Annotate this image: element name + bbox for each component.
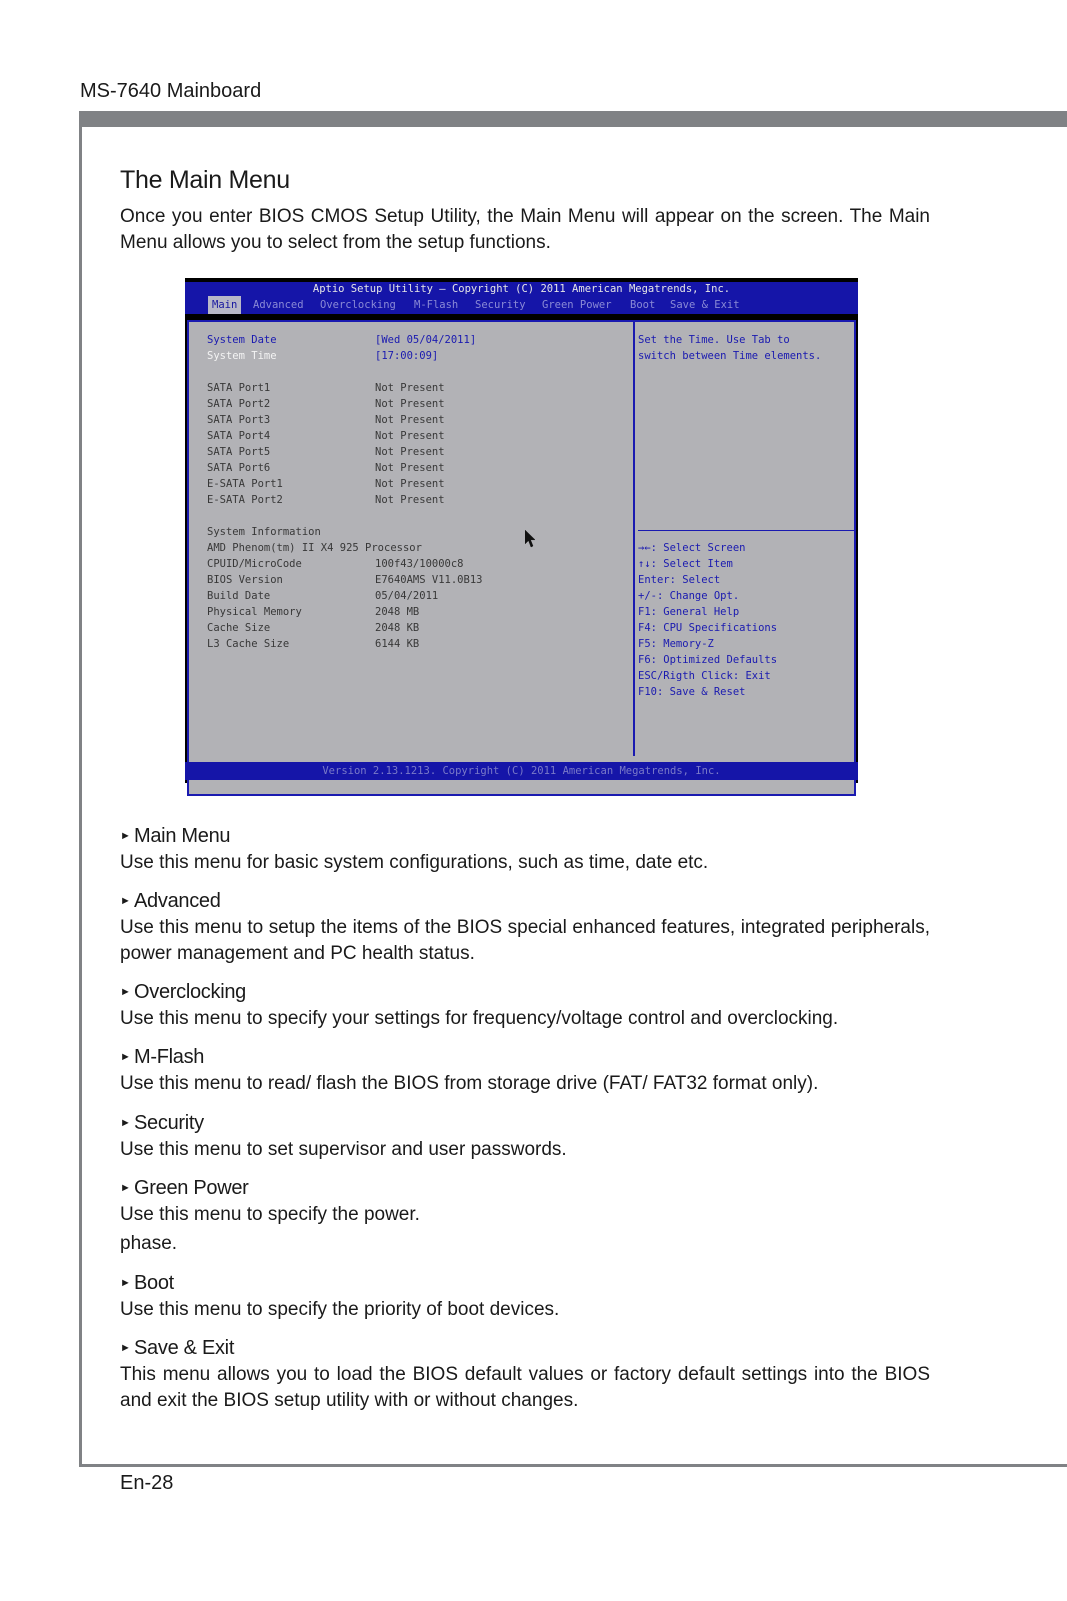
right-triangle-icon: ► [120,830,131,842]
section-title: The Main Menu [120,166,290,194]
right-triangle-icon: ► [120,1277,131,1289]
bios-tab-bar [185,296,858,314]
bios-key-f1: F1: General Help [638,606,740,618]
menu-item-save-exit [120,1334,930,1414]
mouse-pointer-icon [525,530,537,548]
menu-item-mflash [120,1043,930,1097]
right-triangle-icon: ► [120,1182,131,1194]
menu-description: This menu allows you to load the BIOS default values or factory default settings into the BIOS and exit the BIOS setup utility with or without changes. [120,1364,930,1411]
menu-description: Use this menu to specify the priority of boot devices. [120,1299,560,1320]
menu-description: Use this menu to setup the items of the BIOS special enhanced features, integrated peripherals, power management and PC health status. [120,917,930,964]
menu-item-advanced [120,887,930,967]
bios-key-f6: F6: Optimized Defaults [638,654,778,666]
bios-key-select-screen: →←: Select Screen [638,542,746,554]
bios-main-panel: System Date [Wed 05/04/2011] System Time [17:00:09] SATA Port1 Not Present SATA Port2 Not Present SATA Port3 Not Present SATA Port4 Not Present SATA Port5 Not Present SATA Port6 Not Present E-SATA Port1 Not Present E-SATA Port2 Not Present System Information AMD Phenom(tm) II X4 925 Processor CPUID/MicroCode 100f43/10000c8 BIOS Version E7640AMS V11.0B13 Build Date 05/04/2011 Physical Memory 2048 MB Cache Size 2048 KB L3 Cache Size 6144 KB Set the Time. Use Tab to switch between Time elements. →←: Select Screen ↑↓: Select Item Enter: Select +/-: Change Opt. F1: General Help F4: CPU Specifications F5: Memory-Z F6: Optimized Defaults ESC/Rigth Click: Exit F10: Save & Reset [187,320,856,796]
bios-key-change-opt: +/-: Change Opt. [638,590,740,602]
menu-title: M-Flash [134,1046,205,1068]
manual-header: MS-7640 Mainboard [80,80,262,102]
right-triangle-icon: ► [120,1117,131,1129]
menu-item-security [120,1109,930,1163]
bottom-rule [79,1464,1067,1467]
page-number: En-28 [120,1472,174,1494]
intro-paragraph: Once you enter BIOS CMOS Setup Utility, the Main Menu will appear on the screen. The Main Menu allows you to select from the setup functions. [120,206,930,253]
bios-screenshot [185,278,858,783]
menu-title: Boot [134,1272,174,1294]
right-triangle-icon: ► [120,1051,131,1063]
bios-key-select-item: ↑↓: Select Item [638,558,733,570]
menu-description: Use this menu to read/ flash the BIOS from storage drive (FAT/ FAT32 format only). [120,1073,819,1094]
bios-tab-security[interactable]: Security [475,299,526,311]
bios-help-line-1: Set the Time. Use Tab to [638,334,790,346]
menu-item-main [120,822,930,876]
bios-tab-main[interactable]: Main [208,296,241,314]
left-rule [79,111,82,1467]
bios-tab-save-exit[interactable]: Save & Exit [670,299,740,311]
bios-key-f4: F4: CPU Specifications [638,622,778,634]
menu-item-green-power [120,1174,930,1257]
menu-title: Advanced [134,890,221,912]
bios-title-bar: Aptio Setup Utility – Copyright (C) 2011 American Megatrends, Inc. [185,282,858,296]
bios-key-esc: ESC/Rigth Click: Exit [638,670,771,682]
bios-help-line-2: switch between Time elements. [638,350,822,362]
right-triangle-icon: ► [120,986,131,998]
menu-item-overclocking [120,978,930,1032]
menu-title: Main Menu [134,825,231,847]
menu-description: Use this menu to set supervisor and user passwords. [120,1139,567,1160]
bios-tab-overclocking[interactable]: Overclocking [320,299,396,311]
menu-title: Overclocking [134,981,246,1003]
right-triangle-icon: ► [120,1342,131,1354]
menu-title: Green Power [134,1177,249,1199]
bios-footer-bar: Version 2.13.1213. Copyright (C) 2011 American Megatrends, Inc. [185,762,858,780]
menu-description-extra: phase. [120,1233,178,1254]
bios-tab-boot[interactable]: Boot [630,299,656,311]
bios-tab-green-power[interactable]: Green Power [542,299,612,311]
menu-description: Use this menu for basic system configurations, such as time, date etc. [120,852,709,873]
bios-panel-divider [633,322,635,756]
menu-item-boot [120,1269,930,1323]
menu-title: Save & Exit [134,1337,235,1359]
right-triangle-icon: ► [120,895,131,907]
bios-key-f5: F5: Memory-Z [638,638,714,650]
header-bar [80,111,1067,127]
menu-title: Security [134,1112,204,1134]
bios-tab-mflash[interactable]: M-Flash [414,299,459,311]
bios-help-divider [638,530,854,531]
bios-tab-advanced[interactable]: Advanced [253,299,304,311]
menu-description: Use this menu to specify the power. [120,1204,420,1225]
menu-description: Use this menu to specify your settings for frequency/voltage control and overclocking. [120,1008,839,1029]
bios-key-f10: F10: Save & Reset [638,686,746,698]
bios-key-enter: Enter: Select [638,574,721,586]
